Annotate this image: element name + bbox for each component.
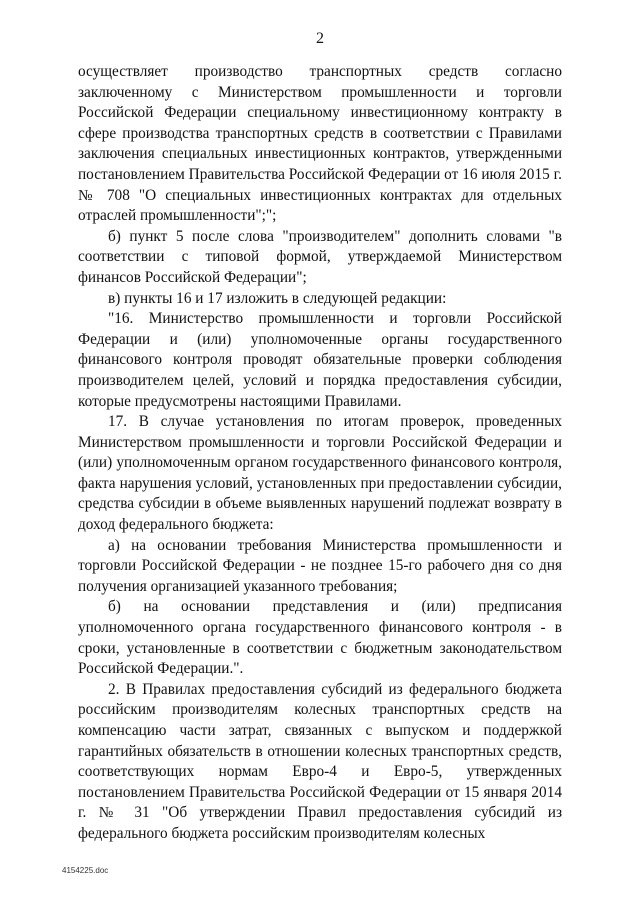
paragraph: а) на основании требования Министерства промышленности и торговли Российской Федерации - не позднее 15-го рабочего дня со дня получения организацией указанного требования; [78,536,562,595]
paragraph: б) пункт 5 после слова "производителем" дополнить словами "в соответствии с типовой формой, утверждаемой Министерством финансов Российской Федерации"; [78,227,562,286]
paragraph: осуществляет производство транспортных средств согласно заключенному с Министерством промышленности и торговли Российской Федерации специальному инвестиционному контракту в сфере производства транспортных средств в соответствии с Правилами заключения специальных инвестиционных контрактов, утвержденными постановлением Правительства Российской Федерации от 16 июля 2015 г. № 708 "О специальных инвестиционных контрактах для отдельных отраслей промышленности";"; [78,63,562,225]
page-number: 2 [316,30,324,47]
paragraph: 2. В Правилах предоставления субсидий из федерального бюджета российским производителям колесных транспортных средств на компенсацию части затрат, связанных с выпуском и поддержкой гарантийных обязательств в отношении колесных транспортных средств, соответствующих нормам Евро-4 и Евро-5, утвержденных постановлением Правительства Российской Федерации от 15 января 2014 г. № 31 "Об утверждении Правил предоставления субсидий из федерального бюджета российским производителям колесных [78,680,562,842]
file-name-footer: 4154225.doc [62,866,109,875]
paragraph: в) пункты 16 и 17 изложить в следующей редакции: [108,289,447,307]
paragraph: б) на основании представления и (или) предписания уполномоченного органа государственного финансового контроля - в сроки, установленные в соответствии с бюджетным законодательством Российской Федерации.". [78,598,562,678]
paragraph: 17. В случае установления по итогам проверок, проведенных Министерством промышленности и торговли Российской Федерации и (или) уполномоченным органом государственного финансового контроля, факта нарушения условий, установленных при предоставлении субсидии, средства субсидии в объеме выявленных нарушений подлежат возврату в доход федерального бюджета: [78,413,562,534]
paragraph: "16. Министерство промышленности и торговли Российской Федерации и (или) уполномоченные органы государственного финансового контроля проводят обязательные проверки соблюдения производителем целей, условий и порядка предоставления субсидии, которые предусмотрены настоящими Правилами. [78,310,562,410]
document-body [78,62,562,845]
